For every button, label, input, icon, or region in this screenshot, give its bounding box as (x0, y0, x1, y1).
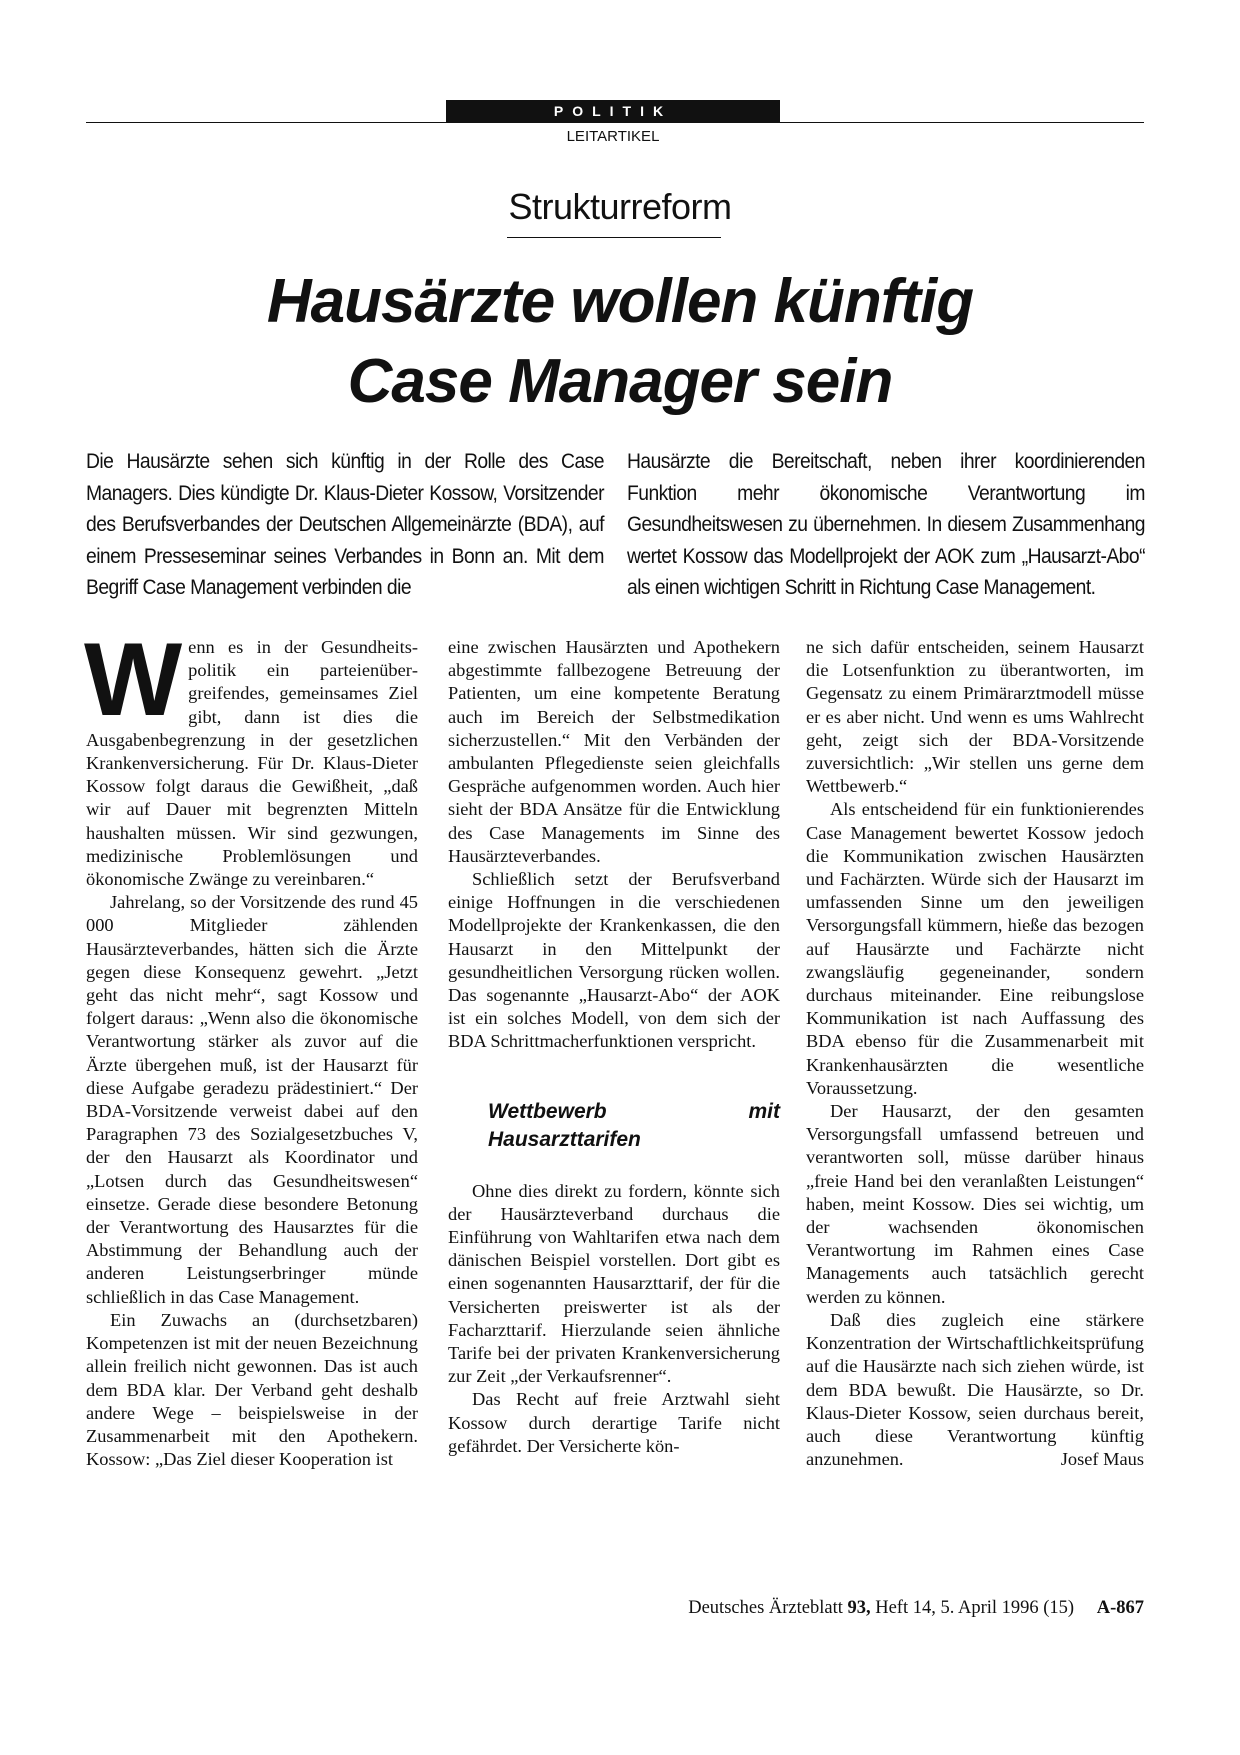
section-label: POLITIK (446, 100, 780, 122)
body-paragraph (806, 1309, 1144, 1471)
journal-issue: Heft 14, 5. April 1996 (15) (875, 1598, 1075, 1618)
kicker-underline (507, 237, 721, 238)
headline-line-2: Case Manager sein (347, 347, 893, 416)
journal-volume: 93, (847, 1598, 871, 1618)
page-number: A-867 (1096, 1598, 1144, 1618)
lead-paragraph-right: Hausärzte die Bereitschaft, neben ihrer koordinierenden Funktion mehr ökonomische Verantwortung im Gesundheitswesen zu übernehmen. In diesem Zusammenhang wertet Kossow das Modellprojekt der AOK zum „Hausarzt-Abo“ als einen wichtigen Schritt in Richtung Case Management. (627, 450, 1145, 599)
paragraph-text: enn es in der Gesundheitspolitik ein parteienübergreifendes, gemeinsames Ziel gibt, dann ist dies die Ausgabenbegrenzung in der gesetzlichen Krankenversicherung. Für Dr. Klaus-Dieter Kossow folgt daraus die Gewißheit, „daß wir auf Dauer mit begrenzten Mitteln haushalten müssen. Wir sind gezwungen, medizinische Problemlösungen und ökonomische Zwänge zu vereinbaren.“ (86, 637, 418, 890)
headline-line-1: Hausärzte wollen künftig (266, 267, 974, 336)
body-paragraph: Schließlich setzt der Berufsverband einige Hoffnungen in die verschiedenen Modellprojekte der Krankenkassen, die den Hausarzt in den Mittelpunkt der gesundheitlichen Versorgung rücken wollen. Das sogenannte „Hausarzt-Abo“ der AOK ist ein solches Modell, von dem sich der BDA Schrittmacherfunktionen verspricht. (448, 869, 780, 1052)
body-paragraph (84, 622, 418, 891)
lead-paragraph-left: Die Hausärzte sehen sich künftig in der Rolle des Case Managers. Dies kündigte Dr. Klaus-Dieter Kossow, Vorsitzender des Berufsverbandes der Deutschen Allgemeinärzte (BDA), auf einem Presseseminar seines Verbandes in Bonn an. Mit dem Begriff Case Management verbinden die (86, 450, 604, 599)
journal-name: Deutsches Ärzteblatt (688, 1598, 843, 1618)
body-paragraph: Ohne dies direkt zu fordern, könnte sich der Hausärzteverband durchaus die Einführung von Wahltarifen etwa nach dem dänischen Beispiel vorstellen. Dort gibt es einen sogenannten Hausarzttarif, der für die Versicherten preiswerter ist als der Facharzttarif. Hierzulande seien ähnliche Tarife bei der privaten Krankenversicherung zur Zeit „der Verkaufsrenner“. (448, 1180, 780, 1387)
body-paragraph: Das Recht auf freie Arztwahl sieht Kossow durch derartige Tarife nicht gefährdet. Der Versicherte kön- (448, 1389, 780, 1456)
author-name: Josef Maus (1060, 1449, 1144, 1470)
page-footer (688, 1598, 1144, 1619)
body-column-1 (84, 622, 418, 1471)
body-paragraph: Jahrelang, so der Vorsitzende des rund 45 000 Mitglieder zählenden Hausärzteverbandes, hätten sich die Ärzte gegen diese Konsequenz gewehrt. „Jetzt geht das nicht mehr“, sagt Kossow und folgert daraus: „Wenn also die ökonomische Verantwortung stärker als zuvor auf die Ärzte übergehen muß, ist der Hausarzt für diese Aufgabe geradezu prädestiniert.“ Der BDA-Vorsitzende verweist dabei auf den Paragraphen 73 des Sozialgesetzbuches V, der den Hausarzt als Koordinator und „Lotsen durch das Gesundheitswesen“ einsetze. Gerade diese besondere Betonung der Verantwortung des Hausarztes für die Abstimmung der Behandlung auch der anderen Leistungserbringer münde schließlich in das Case Management. (86, 892, 418, 1307)
subheading: Wettbewerb mit Hausarzttarifen (488, 1099, 780, 1151)
body-paragraph: ne sich dafür entscheiden, seinem Hausarzt die Lotsenfunktion zu überantworten, im Gegensatz zu einem Primärarztmodell müsse er es aber nicht. Und wenn es ums Wahlrecht geht, zeigt sich der BDA-Vorsitzende zuversichtlich: „Wir stellen uns gerne dem Wettbewerb.“ (806, 637, 1144, 797)
body-paragraph: eine zwischen Hausärzten und Apothekern abgestimmte fallbezogene Betreuung der Patienten, um eine kompetente Beratung auch im Bereich der Selbstmedikation sicherzustellen.“ Mit den Verbänden der ambulanten Pflegedienste seien gleichfalls Gespräche aufgenommen worden. Auch hier sieht der BDA Ansätze für die Entwicklung des Case Managements im Sinne des Hausärzteverbandes. (448, 637, 780, 866)
paragraph-text: Daß dies zugleich eine stärkere Konzentration der Wirtschaftlichkeitsprüfung auf die Hausärzte nach sich ziehen würde, ist dem BDA bewußt. Die Hausärzte, so Dr. Klaus-Dieter Kossow, seien durchaus bereit, auch diese Verantwortung künftig anzunehmen. (806, 1309, 1144, 1470)
body-paragraph: Ein Zuwachs an (durchsetzbaren) Kompetenzen ist mit der neuen Bezeichnung allein freilich nicht gewonnen. Das ist auch dem BDA klar. Der Verband geht deshalb andere Wege – beispielsweise in der Zusammenarbeit mit den Apothekern. Kossow: „Das Ziel dieser Kooperation ist (86, 1309, 418, 1470)
body-column-3 (806, 636, 1144, 1471)
kicker: Strukturreform (508, 186, 732, 227)
drop-cap: W (84, 622, 183, 738)
body-column-2 (448, 636, 780, 1458)
header-rule (86, 122, 1144, 123)
body-paragraph: Der Hausarzt, der den gesamten Versorgungsfall umfassend betreuen und verantworten soll, müsse darüber hinaus „freie Hand bei den veranlaßten Leistungen“ haben, meint Kossow. Dies sei wichtig, um der wachsenden ökonomischen Verantwortung im Rahmen eines Case Managements auch tatsächlich gerecht werden zu können. (806, 1101, 1144, 1307)
body-paragraph: Als entscheidend für ein funktionierendes Case Management bewertet Kossow jedoch die Kommunikation zwischen Hausärzten und Fachärzten. Würde sich der Hausarzt im umfassenden Sinne um den jeweiligen Versorgungsfall kümmern, hieße das bezogen auf Hausärzte und Fachärzte nicht zwangsläufig gegeneinander, sondern durchaus miteinander. Eine reibungslose Kommunikation ist nach Auffassung des BDA ebenso für die Zusammenarbeit mit Krankenhausärzten die wesentliche Voraussetzung. (806, 799, 1144, 1098)
headline (0, 262, 1240, 422)
section-subtitle: LEITARTIKEL (566, 128, 660, 145)
